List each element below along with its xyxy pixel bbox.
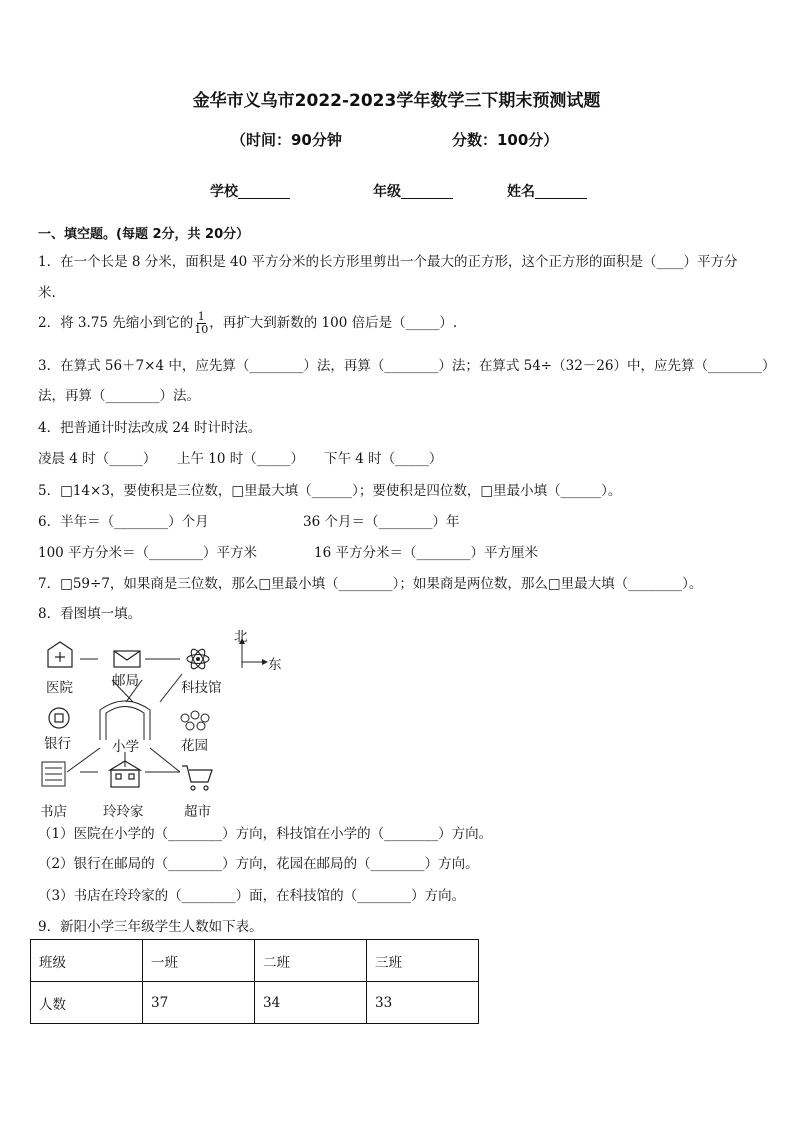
table-row: [31, 982, 479, 1024]
q6-item-4: 16 平方分米＝（________）平方厘米: [314, 545, 538, 561]
question-1-line-2: 米.: [38, 285, 56, 301]
table-cell: 34: [255, 982, 367, 1024]
section-heading: 一、填空题。(每题 2分，共 20分）: [38, 227, 250, 242]
grade-blank: [401, 184, 453, 199]
q8-sub-1: （1）医院在小学的（________）方向，科技馆在小学的（________）方向。: [38, 826, 493, 842]
table-cell: 人数: [31, 982, 143, 1024]
table-cell: 一班: [143, 940, 255, 982]
school-blank: [238, 184, 290, 199]
name-blank: [535, 184, 587, 199]
name-field: [507, 181, 587, 201]
garden-label: 花园: [181, 738, 208, 754]
atom-icon: [187, 647, 209, 671]
table-cell: 33: [367, 982, 479, 1024]
class-count-table: [30, 939, 479, 1024]
grade-field: [373, 181, 453, 201]
name-label: 姓名: [507, 184, 535, 200]
exam-score: 分数：100分）: [452, 131, 559, 149]
question-2: [38, 311, 457, 336]
q6-item-2: 36 个月＝（________）年: [303, 514, 460, 530]
school-map-label: 小学: [112, 739, 139, 755]
question-4: 4．把普通计时法改成 24 时计时法。: [38, 420, 262, 436]
q8-sub-3: （3）书店在玲玲家的（________）面，在科技馆的（________）方向。: [38, 888, 466, 904]
bank-label: 银行: [44, 736, 71, 752]
question-7: 7．□59÷7，如果商是三位数，那么□里最小填（________）；如果商是两位数，那么□里最大填（________）。: [38, 576, 703, 592]
question-5: 5．□14×3，要使积是三位数，□里最大填（______）；要使积是四位数，□里最小填（______）。: [38, 483, 622, 499]
location-map: [30, 622, 300, 820]
table-cell: 二班: [255, 940, 367, 982]
question-2-post: ，再扩大到新数的 100 倍后是（_____）.: [209, 315, 458, 331]
hospital-icon: [48, 642, 72, 667]
question-1-line-1: 1．在一个长是 8 分米，面积是 40 平方分米的长方形里剪出一个最大的正方形，这个正方形的面积是（____）平方分: [38, 254, 738, 270]
flower-icon: [181, 711, 209, 730]
table-cell: 班级: [31, 940, 143, 982]
q4-item-1: 凌晨 4 时（_____）: [38, 451, 157, 467]
book-icon: [42, 762, 65, 786]
table-row: [31, 940, 479, 982]
fraction: [194, 311, 208, 336]
envelope-icon: [114, 651, 140, 667]
table-cell: 37: [143, 982, 255, 1024]
school-label: 学校: [210, 184, 238, 200]
grade-label: 年级: [373, 184, 401, 200]
question-2-pre: 2．将 3.75 先缩小到它的: [38, 315, 194, 331]
fraction-numerator: 1: [197, 310, 205, 323]
q4-item-3: 下午 4 时（_____）: [324, 451, 443, 467]
question-3-line-1: 3．在算式 56＋7×4 中，应先算（________）法，再算（________）法；在算式 54÷（32－26）中，应先算（________）: [38, 358, 776, 374]
fraction-denominator: 10: [194, 323, 209, 336]
east-label: 东: [268, 657, 282, 673]
q4-item-2: 上午 10 时（_____）: [177, 451, 305, 467]
bank-icon: [49, 708, 69, 728]
q6-item-1: 6．半年＝（________）个月: [38, 514, 209, 530]
market-label: 超市: [184, 804, 211, 820]
question-8: 8．看图填一填。: [38, 606, 142, 622]
bookstore-label: 书店: [40, 804, 67, 820]
home-label: 玲玲家: [103, 804, 144, 820]
post-office-label: 邮局: [112, 673, 139, 689]
cart-icon: [182, 766, 212, 790]
question-3-line-2: 法，再算（________）法。: [38, 388, 200, 404]
table-cell: 三班: [367, 940, 479, 982]
q6-item-3: 100 平方分米＝（________）平方米: [38, 545, 258, 561]
north-label: 北: [234, 629, 248, 645]
page-title: 金华市义乌市2022-2023学年数学三下期末预测试题: [192, 91, 601, 111]
q8-sub-2: （2）银行在邮局的（________）方向，花园在邮局的（________）方向。: [38, 856, 479, 872]
map-lines: [30, 622, 300, 817]
hospital-label: 医院: [46, 680, 73, 696]
question-9: 9．新阳小学三年级学生人数如下表。: [38, 919, 263, 935]
museum-label: 科技馆: [181, 680, 222, 696]
school-field: [210, 181, 290, 201]
exam-time: （时间：90分钟: [231, 131, 342, 149]
